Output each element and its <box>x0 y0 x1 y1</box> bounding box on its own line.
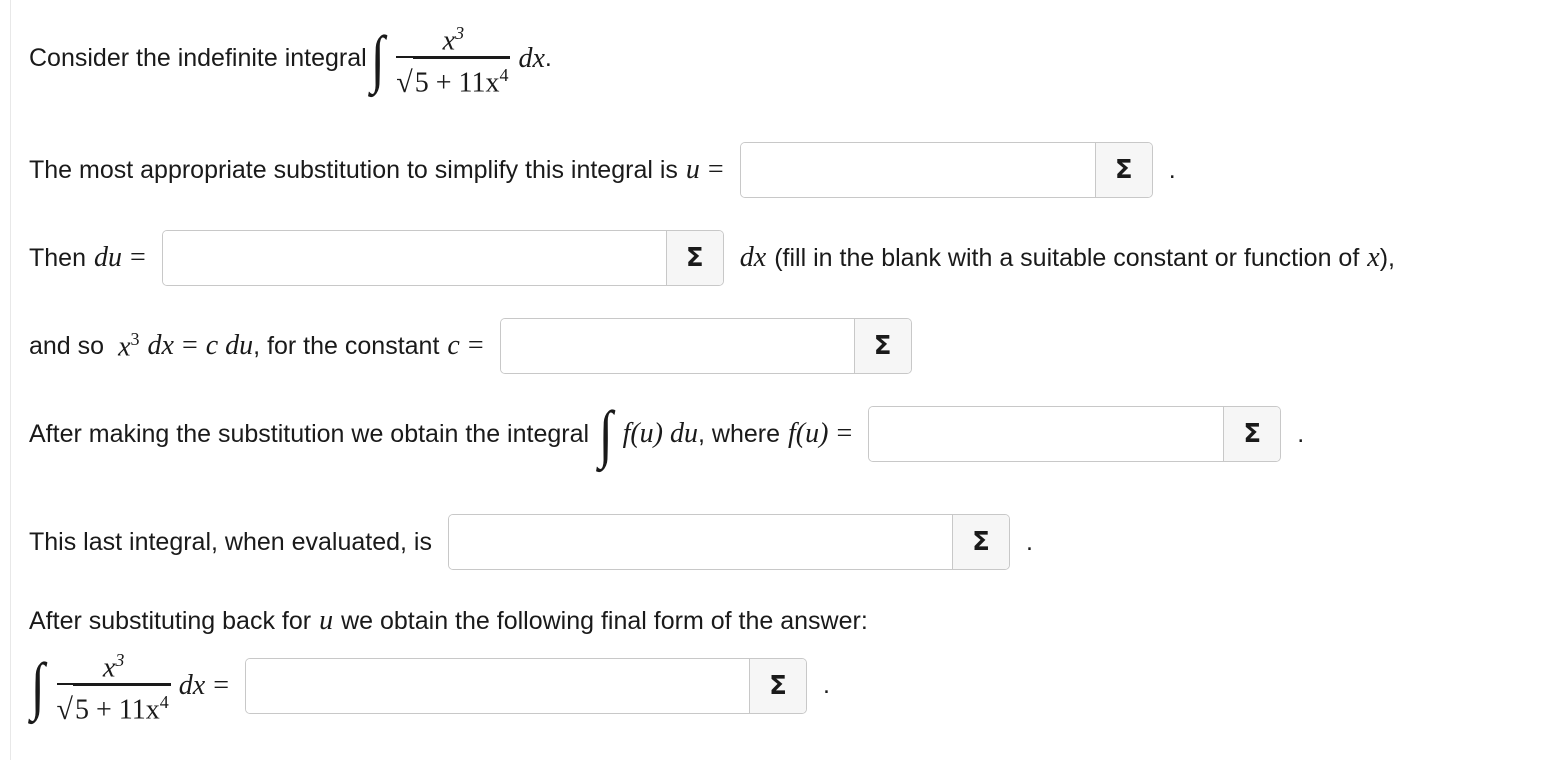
equals: = <box>181 330 198 361</box>
math-editor-icon[interactable]: Σ <box>952 515 1009 569</box>
evaluated-row <box>29 514 1033 570</box>
answer-fu <box>868 406 1281 462</box>
math-editor-icon[interactable]: Σ <box>1223 407 1280 461</box>
answer-u <box>740 142 1153 198</box>
evaluated-text: This last integral, when evaluated, is <box>29 527 432 556</box>
intro-fraction <box>396 18 510 99</box>
du-dx: dx <box>739 242 767 273</box>
du-text: (fill in the blank with a suitable constant or function of <box>774 243 1360 272</box>
final-denominator: √ $5 + 11x^4$ <box>57 685 171 726</box>
const-x: $x^3$ <box>118 328 140 363</box>
constant-row <box>29 318 912 374</box>
equals: = <box>213 669 229 701</box>
integral-sign: ∫ <box>598 398 613 469</box>
intro-denominator: √ $5 + 11x^4$ <box>396 58 510 99</box>
equals: = <box>467 330 484 361</box>
answer-u-input[interactable] <box>741 143 1095 197</box>
final-text-post: we obtain the following final form of the answer: <box>341 606 868 635</box>
final-end: . <box>823 671 830 700</box>
du-x: x <box>1367 242 1380 273</box>
frame-edge <box>10 0 11 760</box>
integral-sign: ∫ <box>370 22 385 94</box>
intro-row <box>29 18 552 99</box>
after-mid: , where <box>698 419 780 448</box>
const-pre: and so <box>29 331 105 360</box>
const-cdu: c du <box>205 330 254 361</box>
equals: = <box>836 418 853 449</box>
du-var: du <box>93 242 122 273</box>
final-answer-row <box>29 645 830 726</box>
answer-final <box>245 658 807 714</box>
substitution-text: The most appropriate substitution to simplify this integral is <box>29 155 678 184</box>
final-intro-row <box>29 605 868 637</box>
final-numerator: $x^3$ <box>102 650 125 684</box>
answer-c <box>500 318 912 374</box>
intro-dx: dx <box>518 42 545 74</box>
const-dx: dx <box>147 330 174 361</box>
after-text: After making the substitution we obtain the integral <box>29 419 590 448</box>
intro-numerator: $x^3$ <box>442 23 465 57</box>
const-c: c <box>447 330 460 361</box>
answer-c-input[interactable] <box>501 319 854 373</box>
u-var: u <box>685 154 700 185</box>
math-editor-icon[interactable]: Σ <box>854 319 911 373</box>
intro-end: . <box>544 44 552 73</box>
answer-evaluated-input[interactable] <box>449 515 952 569</box>
answer-evaluated <box>448 514 1010 570</box>
du-close: ), <box>1379 243 1395 272</box>
evaluated-end: . <box>1026 527 1033 556</box>
after-fu-du: f(u) du <box>622 418 699 449</box>
after-substitution-row <box>29 398 1305 469</box>
intro-text: Consider the indefinite integral <box>29 44 367 73</box>
final-dx: dx <box>178 669 206 701</box>
equals: = <box>707 154 724 185</box>
math-editor-icon[interactable]: Σ <box>1095 143 1152 197</box>
answer-fu-input[interactable] <box>869 407 1223 461</box>
equals: = <box>129 242 146 273</box>
answer-final-input[interactable] <box>246 659 749 713</box>
substitution-end: . <box>1168 155 1176 184</box>
final-fraction <box>57 645 171 726</box>
math-editor-icon[interactable]: Σ <box>666 231 723 285</box>
final-u: u <box>319 605 334 636</box>
final-text-pre: After substituting back for <box>29 606 312 635</box>
du-pre: Then <box>29 243 86 272</box>
integral-sign: ∫ <box>30 649 45 721</box>
du-row <box>29 230 1395 286</box>
answer-du <box>162 230 724 286</box>
answer-du-input[interactable] <box>163 231 666 285</box>
substitution-row <box>29 142 1176 198</box>
after-end: . <box>1297 419 1305 448</box>
after-fu: f(u) <box>788 418 829 449</box>
const-mid: , for the constant <box>253 331 440 360</box>
math-editor-icon[interactable]: Σ <box>749 659 806 713</box>
